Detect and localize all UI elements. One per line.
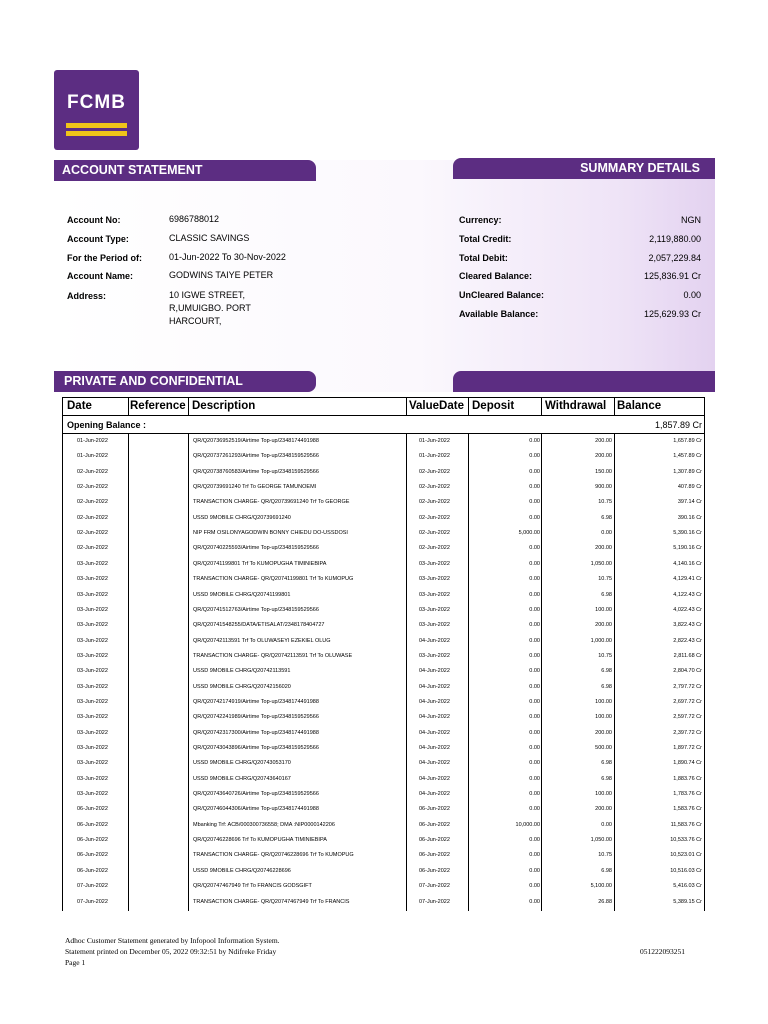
row-balance: 10,533.76 Cr bbox=[670, 837, 702, 844]
row-withdrawal: 1,050.00 bbox=[590, 560, 612, 567]
account-name-value: GODWINS TAIYE PETER bbox=[169, 270, 274, 280]
address-label: Address: bbox=[67, 291, 107, 301]
row-deposit: 0.00 bbox=[529, 576, 540, 583]
row-valuedate: 03-Jun-2022 bbox=[419, 622, 450, 629]
row-description: TRANSACTION CHARGE- QR/Q20741199801 Trf To KUMOPUG bbox=[193, 576, 354, 583]
row-description: USSD 9MOBILE CHRG/Q20739691240 bbox=[193, 514, 291, 521]
row-valuedate: 03-Jun-2022 bbox=[419, 606, 450, 613]
row-withdrawal: 6.98 bbox=[601, 668, 612, 675]
row-balance: 2,597.72 Cr bbox=[673, 714, 702, 721]
row-deposit: 0.00 bbox=[529, 484, 540, 491]
table-row bbox=[63, 695, 705, 710]
row-date: 07-Jun-2022 bbox=[77, 898, 108, 905]
row-description: QR/Q20738760583/Airtime Top-up/2348159529566 bbox=[193, 468, 319, 475]
row-withdrawal: 200.00 bbox=[595, 806, 612, 813]
row-description: QR/Q20739691240 Trf To GEORGE TAMUNOEMI bbox=[193, 484, 317, 491]
row-withdrawal: 6.98 bbox=[601, 591, 612, 598]
row-deposit: 0.00 bbox=[529, 760, 540, 767]
row-description: TRANSACTION CHARGE- QR/Q20746228696 Trf To KUMOPUG bbox=[193, 852, 354, 859]
row-description: USSD 9MOBILE CHRG/Q20743640167 bbox=[193, 775, 291, 782]
row-description: USSD 9MOBILE CHRG/Q20741199801 bbox=[193, 591, 291, 598]
row-date: 03-Jun-2022 bbox=[77, 714, 108, 721]
row-balance: 1,883.76 Cr bbox=[673, 775, 702, 782]
row-withdrawal: 6.98 bbox=[601, 775, 612, 782]
row-description: QR/Q20743640726/Airtime Top-up/2348159529566 bbox=[193, 791, 319, 798]
row-balance: 1,583.76 Cr bbox=[673, 806, 702, 813]
row-date: 03-Jun-2022 bbox=[77, 729, 108, 736]
row-valuedate: 04-Jun-2022 bbox=[419, 637, 450, 644]
row-valuedate: 03-Jun-2022 bbox=[419, 591, 450, 598]
table-row bbox=[63, 465, 705, 480]
row-withdrawal: 10.75 bbox=[598, 652, 612, 659]
row-withdrawal: 200.00 bbox=[595, 729, 612, 736]
row-balance: 407.89 Cr bbox=[677, 484, 702, 491]
row-description: QR/Q20742241989/Airtime Top-up/2348159529566 bbox=[193, 714, 319, 721]
row-date: 03-Jun-2022 bbox=[77, 668, 108, 675]
col-description: Description bbox=[192, 400, 256, 412]
row-deposit: 0.00 bbox=[529, 560, 540, 567]
row-valuedate: 06-Jun-2022 bbox=[419, 806, 450, 813]
row-description: USSD 9MOBILE CHRG/Q20743053170 bbox=[193, 760, 291, 767]
row-valuedate: 04-Jun-2022 bbox=[419, 668, 450, 675]
row-deposit: 0.00 bbox=[529, 652, 540, 659]
cleared-balance-label: Cleared Balance: bbox=[459, 271, 533, 281]
row-balance: 11,583.76 Cr bbox=[670, 821, 702, 828]
row-balance: 1,307.89 Cr bbox=[673, 468, 702, 475]
row-deposit: 0.00 bbox=[529, 898, 540, 905]
row-deposit: 0.00 bbox=[529, 468, 540, 475]
row-balance: 5,389.15 Cr bbox=[673, 898, 702, 905]
row-description: QR/Q20740225593/Airtime Top-up/2348159529566 bbox=[193, 545, 319, 552]
account-type-value: CLASSIC SAVINGS bbox=[169, 233, 250, 243]
row-balance: 4,022.43 Cr bbox=[673, 606, 702, 613]
row-deposit: 0.00 bbox=[529, 683, 540, 690]
row-date: 03-Jun-2022 bbox=[77, 760, 108, 767]
row-date: 03-Jun-2022 bbox=[77, 591, 108, 598]
row-description: TRANSACTION CHARGE- QR/Q20742113591 Trf To OLUWASE bbox=[193, 652, 353, 659]
cleared-balance-value: 125,836.91 Cr bbox=[643, 271, 701, 281]
col-withdrawal: Withdrawal bbox=[545, 400, 607, 412]
row-description: QR/Q20747467949 Trf To FRANCIS GODSGIFT bbox=[193, 883, 312, 890]
row-withdrawal: 6.98 bbox=[601, 760, 612, 767]
table-row bbox=[63, 741, 705, 756]
logo-bar-bottom bbox=[66, 131, 127, 136]
available-balance-label: Available Balance: bbox=[459, 309, 539, 319]
row-withdrawal: 0.00 bbox=[601, 821, 612, 828]
footer-page: Page 1 bbox=[65, 958, 86, 967]
row-date: 03-Jun-2022 bbox=[77, 576, 108, 583]
opening-balance-row bbox=[63, 416, 705, 434]
total-debit-value: 2,057,229.84 bbox=[648, 253, 701, 263]
table-row bbox=[63, 480, 705, 495]
row-withdrawal: 6.98 bbox=[601, 683, 612, 690]
row-balance: 5,416.03 Cr bbox=[673, 883, 702, 890]
row-description: QR/Q20736952519/Airtime Top-up/2348174491988 bbox=[193, 438, 319, 444]
table-row bbox=[63, 557, 705, 572]
row-date: 02-Jun-2022 bbox=[77, 530, 108, 537]
row-deposit: 0.00 bbox=[529, 438, 540, 444]
row-description: QR/Q20742317300/Airtime Top-up/2348174491988 bbox=[193, 729, 319, 736]
row-balance: 1,657.89 Cr bbox=[673, 438, 702, 444]
table-row bbox=[63, 588, 705, 603]
row-valuedate: 06-Jun-2022 bbox=[419, 867, 450, 874]
row-deposit: 0.00 bbox=[529, 545, 540, 552]
table-row bbox=[63, 818, 705, 833]
row-deposit: 0.00 bbox=[529, 714, 540, 721]
row-valuedate: 07-Jun-2022 bbox=[419, 898, 450, 905]
transactions-table bbox=[62, 397, 705, 911]
row-deposit: 5,000.00 bbox=[518, 530, 540, 537]
uncleared-balance-value: 0.00 bbox=[683, 290, 701, 300]
row-description: QR/Q20737261293/Airtime Top-up/2348159529566 bbox=[193, 453, 319, 460]
row-date: 06-Jun-2022 bbox=[77, 821, 108, 828]
fcmb-logo bbox=[54, 70, 139, 150]
table-row bbox=[63, 649, 705, 664]
table-row bbox=[63, 756, 705, 771]
row-date: 02-Jun-2022 bbox=[77, 468, 108, 475]
row-date: 03-Jun-2022 bbox=[77, 775, 108, 782]
col-valuedate: ValueDate bbox=[409, 400, 464, 412]
row-deposit: 10,000.00 bbox=[515, 821, 540, 828]
table-row bbox=[63, 526, 705, 541]
row-withdrawal: 500.00 bbox=[595, 745, 612, 751]
row-balance: 3,822.43 Cr bbox=[673, 622, 702, 629]
row-valuedate: 04-Jun-2022 bbox=[419, 729, 450, 736]
row-withdrawal: 10.75 bbox=[598, 499, 612, 506]
address-line-3: HARCOURT, bbox=[169, 316, 222, 326]
summary-footer-bar bbox=[453, 371, 715, 392]
row-balance: 10,516.03 Cr bbox=[670, 867, 702, 874]
row-withdrawal: 200.00 bbox=[595, 453, 612, 460]
table-row bbox=[63, 787, 705, 802]
row-date: 01-Jun-2022 bbox=[77, 438, 108, 444]
table-row bbox=[63, 833, 705, 848]
account-no-label: Account No: bbox=[67, 215, 121, 225]
row-valuedate: 06-Jun-2022 bbox=[419, 837, 450, 844]
row-valuedate: 06-Jun-2022 bbox=[419, 852, 450, 859]
table-header bbox=[63, 398, 705, 416]
col-balance: Balance bbox=[617, 400, 662, 412]
row-description: QR/Q20746228696 Trf To KUMOPUGHA TIMINIEBIPA bbox=[193, 837, 327, 844]
row-deposit: 0.00 bbox=[529, 883, 540, 890]
table-row bbox=[63, 772, 705, 787]
row-valuedate: 03-Jun-2022 bbox=[419, 560, 450, 567]
row-valuedate: 04-Jun-2022 bbox=[419, 745, 450, 751]
row-date: 06-Jun-2022 bbox=[77, 867, 108, 874]
currency-label: Currency: bbox=[459, 215, 502, 225]
opening-balance-value: 1,857.89 Cr bbox=[654, 420, 702, 430]
row-date: 03-Jun-2022 bbox=[77, 637, 108, 644]
row-date: 07-Jun-2022 bbox=[77, 883, 108, 890]
row-balance: 390.16 Cr bbox=[677, 514, 702, 521]
table-row bbox=[63, 710, 705, 725]
table-row bbox=[63, 603, 705, 618]
row-deposit: 0.00 bbox=[529, 499, 540, 506]
row-date: 03-Jun-2022 bbox=[77, 560, 108, 567]
row-withdrawal: 10.75 bbox=[598, 852, 612, 859]
row-date: 03-Jun-2022 bbox=[77, 652, 108, 659]
row-deposit: 0.00 bbox=[529, 837, 540, 844]
row-date: 03-Jun-2022 bbox=[77, 622, 108, 629]
table-row bbox=[63, 848, 705, 863]
table-row bbox=[63, 895, 705, 910]
row-valuedate: 07-Jun-2022 bbox=[419, 883, 450, 890]
row-deposit: 0.00 bbox=[529, 729, 540, 736]
row-date: 06-Jun-2022 bbox=[77, 852, 108, 859]
table-row bbox=[63, 572, 705, 587]
table-row bbox=[63, 680, 705, 695]
row-valuedate: 02-Jun-2022 bbox=[419, 484, 450, 491]
row-description: QR/Q20741199801 Trf To KUMOPUGHA TIMINIEBIPA bbox=[193, 560, 327, 567]
table-row bbox=[63, 864, 705, 879]
account-statement-header: ACCOUNT STATEMENT bbox=[54, 160, 316, 181]
row-description: USSD 9MOBILE CHRG/Q20746228696 bbox=[193, 867, 291, 874]
row-description: QR/Q20742113591 Trf To OLUWASEYI EZEKIEL OLUG bbox=[193, 637, 331, 644]
row-valuedate: 04-Jun-2022 bbox=[419, 683, 450, 690]
logo-bar-top bbox=[66, 123, 127, 128]
row-withdrawal: 6.98 bbox=[601, 867, 612, 874]
currency-value: NGN bbox=[681, 215, 701, 225]
row-withdrawal: 0.00 bbox=[601, 530, 612, 537]
total-credit-label: Total Credit: bbox=[459, 234, 512, 244]
row-date: 02-Jun-2022 bbox=[77, 514, 108, 521]
table-row bbox=[63, 664, 705, 679]
row-withdrawal: 100.00 bbox=[595, 606, 612, 613]
row-deposit: 0.00 bbox=[529, 867, 540, 874]
row-valuedate: 04-Jun-2022 bbox=[419, 714, 450, 721]
footer-printed: Statement printed on December 05, 2022 09:32:51 by Ndifreke Friday bbox=[65, 947, 277, 956]
row-valuedate: 06-Jun-2022 bbox=[419, 821, 450, 828]
row-balance: 1,783.76 Cr bbox=[673, 791, 702, 798]
row-valuedate: 02-Jun-2022 bbox=[419, 468, 450, 475]
row-withdrawal: 150.00 bbox=[595, 468, 612, 475]
row-valuedate: 02-Jun-2022 bbox=[419, 499, 450, 506]
row-date: 03-Jun-2022 bbox=[77, 745, 108, 751]
table-row bbox=[63, 879, 705, 894]
row-description: TRANSACTION CHARGE- QR/Q20747467949 Trf To FRANCIS bbox=[193, 898, 350, 905]
row-date: 03-Jun-2022 bbox=[77, 791, 108, 798]
row-description: QR/Q20746044306/Airtime Top-up/2348174491988 bbox=[193, 806, 319, 813]
col-reference: Reference bbox=[130, 400, 186, 412]
row-date: 03-Jun-2022 bbox=[77, 698, 108, 705]
table-row bbox=[63, 634, 705, 649]
row-valuedate: 03-Jun-2022 bbox=[419, 652, 450, 659]
row-date: 01-Jun-2022 bbox=[77, 453, 108, 460]
row-balance: 4,140.16 Cr bbox=[673, 560, 702, 567]
row-description: QR/Q20743043896/Airtime Top-up/2348159529566 bbox=[193, 745, 319, 751]
row-description: QR/Q20742174919/Airtime Top-up/2348174491988 bbox=[193, 698, 319, 705]
table-row bbox=[63, 449, 705, 464]
row-balance: 5,390.16 Cr bbox=[673, 530, 702, 537]
row-description: QR/Q20741548255/DATA/ETISALAT/2348178404727 bbox=[193, 622, 325, 629]
table-row bbox=[63, 511, 705, 526]
row-deposit: 0.00 bbox=[529, 637, 540, 644]
row-balance: 10,523.01 Cr bbox=[670, 852, 702, 859]
table-row bbox=[63, 495, 705, 510]
period-label: For the Period of: bbox=[67, 253, 142, 263]
row-description: USSD 9MOBILE CHRG/Q20742156020 bbox=[193, 683, 291, 690]
row-withdrawal: 26.88 bbox=[598, 898, 612, 905]
total-credit-value: 2,119,880.00 bbox=[649, 234, 701, 244]
row-balance: 4,122.43 Cr bbox=[673, 591, 702, 598]
row-balance: 2,822.43 Cr bbox=[673, 637, 702, 644]
row-deposit: 0.00 bbox=[529, 806, 540, 813]
row-date: 06-Jun-2022 bbox=[77, 806, 108, 813]
row-deposit: 0.00 bbox=[529, 606, 540, 613]
uncleared-balance-label: UnCleared Balance: bbox=[459, 290, 545, 300]
row-withdrawal: 1,000.00 bbox=[590, 637, 612, 644]
row-withdrawal: 200.00 bbox=[595, 622, 612, 629]
row-deposit: 0.00 bbox=[529, 775, 540, 782]
row-balance: 2,397.72 Cr bbox=[673, 729, 702, 736]
table-row bbox=[63, 726, 705, 741]
row-date: 02-Jun-2022 bbox=[77, 499, 108, 506]
row-deposit: 0.00 bbox=[529, 698, 540, 705]
row-deposit: 0.00 bbox=[529, 745, 540, 751]
row-deposit: 0.00 bbox=[529, 622, 540, 629]
row-valuedate: 04-Jun-2022 bbox=[419, 791, 450, 798]
period-value: 01-Jun-2022 To 30-Nov-2022 bbox=[169, 252, 286, 262]
row-valuedate: 03-Jun-2022 bbox=[419, 576, 450, 583]
row-date: 03-Jun-2022 bbox=[77, 683, 108, 690]
private-confidential-header: PRIVATE AND CONFIDENTIAL bbox=[54, 371, 316, 392]
row-withdrawal: 100.00 bbox=[595, 791, 612, 798]
row-balance: 2,804.70 Cr bbox=[673, 668, 702, 675]
row-balance: 2,797.72 Cr bbox=[673, 683, 702, 690]
row-withdrawal: 5,100.00 bbox=[590, 883, 612, 890]
row-deposit: 0.00 bbox=[529, 852, 540, 859]
summary-details-header: SUMMARY DETAILS bbox=[453, 158, 715, 179]
row-valuedate: 01-Jun-2022 bbox=[419, 438, 450, 444]
row-date: 02-Jun-2022 bbox=[77, 545, 108, 552]
opening-balance-label: Opening Balance : bbox=[67, 420, 147, 430]
logo-text: FCMB bbox=[67, 92, 126, 113]
available-balance-value: 125,629.93 Cr bbox=[643, 309, 701, 319]
table-row bbox=[63, 541, 705, 556]
row-description: NIP FRM OSILONYAGODWIN BONNY CHIEDU DO-USSDOSI bbox=[193, 530, 348, 537]
row-balance: 2,811.68 Cr bbox=[673, 652, 702, 659]
row-withdrawal: 200.00 bbox=[595, 438, 612, 444]
row-balance: 2,697.72 Cr bbox=[673, 698, 702, 705]
table-row bbox=[63, 618, 705, 633]
row-withdrawal: 100.00 bbox=[595, 714, 612, 721]
row-deposit: 0.00 bbox=[529, 791, 540, 798]
address-line-2: R,UMUIGBO. PORT bbox=[169, 303, 251, 313]
row-withdrawal: 900.00 bbox=[595, 484, 612, 491]
row-balance: 4,129.41 Cr bbox=[673, 576, 702, 583]
table-row bbox=[63, 802, 705, 817]
col-date: Date bbox=[67, 400, 92, 412]
row-valuedate: 02-Jun-2022 bbox=[419, 530, 450, 537]
row-withdrawal: 10.75 bbox=[598, 576, 612, 583]
row-valuedate: 04-Jun-2022 bbox=[419, 698, 450, 705]
row-withdrawal: 6.98 bbox=[601, 514, 612, 521]
row-balance: 1,457.89 Cr bbox=[673, 453, 702, 460]
total-debit-label: Total Debit: bbox=[459, 253, 508, 263]
row-date: 06-Jun-2022 bbox=[77, 837, 108, 844]
col-deposit: Deposit bbox=[472, 400, 515, 412]
row-valuedate: 04-Jun-2022 bbox=[419, 760, 450, 767]
row-withdrawal: 200.00 bbox=[595, 545, 612, 552]
footer-generated: Adhoc Customer Statement generated by Infopool Information System. bbox=[65, 936, 280, 945]
table-row bbox=[63, 434, 705, 449]
row-balance: 1,897.72 Cr bbox=[673, 745, 702, 751]
row-balance: 397.14 Cr bbox=[677, 499, 702, 506]
row-valuedate: 04-Jun-2022 bbox=[419, 775, 450, 782]
row-deposit: 0.00 bbox=[529, 514, 540, 521]
row-deposit: 0.00 bbox=[529, 453, 540, 460]
row-description: USSD 9MOBILE CHRG/Q20742113591 bbox=[193, 668, 291, 675]
row-description: Mbanking Trf: ACB/000300736558; DMA :NIP0000142206 bbox=[193, 821, 335, 828]
row-balance: 1,890.74 Cr bbox=[673, 760, 702, 767]
address-line-1: 10 IGWE STREET, bbox=[169, 290, 246, 300]
row-deposit: 0.00 bbox=[529, 668, 540, 675]
account-type-label: Account Type: bbox=[67, 234, 129, 244]
row-balance: 5,190.16 Cr bbox=[673, 545, 702, 552]
footer-code: 051222093251 bbox=[640, 947, 685, 956]
row-date: 02-Jun-2022 bbox=[77, 484, 108, 491]
row-withdrawal: 100.00 bbox=[595, 698, 612, 705]
row-deposit: 0.00 bbox=[529, 591, 540, 598]
row-valuedate: 02-Jun-2022 bbox=[419, 545, 450, 552]
row-valuedate: 02-Jun-2022 bbox=[419, 514, 450, 521]
row-withdrawal: 1,050.00 bbox=[590, 837, 612, 844]
account-no-value: 6986788012 bbox=[169, 214, 220, 224]
row-description: QR/Q20741512763/Airtime Top-up/2348159529566 bbox=[193, 606, 319, 613]
row-description: TRANSACTION CHARGE- QR/Q20739691240 Trf To GEORGE bbox=[193, 499, 350, 506]
account-name-label: Account Name: bbox=[67, 271, 134, 281]
row-valuedate: 01-Jun-2022 bbox=[419, 453, 450, 460]
row-date: 03-Jun-2022 bbox=[77, 606, 108, 613]
